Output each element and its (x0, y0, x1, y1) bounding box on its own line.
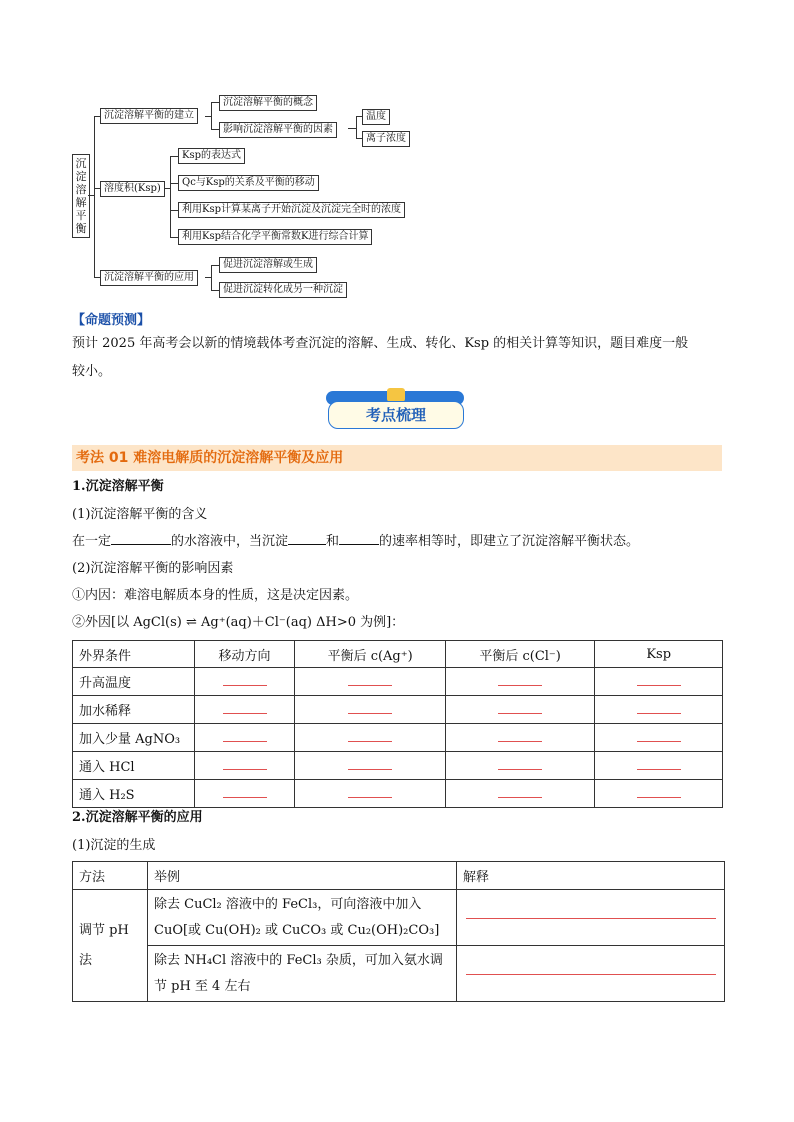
mindmap-b2-c2: Qc与Ksp的关系及平衡的移动 (178, 175, 319, 191)
mindmap-branch-1: 沉淀溶解平衡的建立 (100, 108, 198, 124)
mindmap-b3-c2: 促进沉淀转化成另一种沉淀 (219, 282, 347, 298)
s2-sub1: (1)沉淀的生成 (72, 838, 156, 853)
factor-table: 外界条件 移动方向 平衡后 c(Ag⁺) 平衡后 c(Cl⁻) Ksp 升高温度 加水稀释 加入少量 AgNO₃ 通入 HCl 通入 H₂S (72, 640, 723, 808)
s1-inner: ①内因：难溶电解质本身的性质，这是决定因素。 (72, 588, 359, 603)
precipitation-table: 方法 举例 解释 调节 pH 法 除去 CuCl₂ 溶液中的 FeCl₃，可向溶液中加入 CuO[或 Cu(OH)₂ 或 CuCO₃ 或 Cu₂(OH)₂CO₃] 除去 NH₄Cl 溶液中的 FeCl₃ 杂质，可加入氨水调节 pH 至 4 左右 (72, 861, 725, 1002)
s1-outer: ②外因[以 AgCl(s) ⇌ Ag⁺(aq)＋Cl⁻(aq) ΔH>0 为例]： (72, 615, 405, 630)
s1-definition: 在一定 的水溶液中，当沉淀 和 的速率相等时，即建立了沉淀溶解平衡状态。 (72, 529, 639, 555)
mindmap-branch-2: 溶度积(Ksp) (100, 181, 165, 197)
prediction-line-1: 预计 2025 年高考会以新的情境载体考查沉淀的溶解、生成、转化、Ksp 的相关计算等知识，题目难度一般 (72, 336, 689, 351)
section-banner (326, 391, 466, 429)
prediction-title: 【命题预测】 (72, 313, 151, 328)
section-heading: 考法 01 难溶电解质的沉淀溶解平衡及应用 (72, 445, 722, 471)
mindmap-branch-3: 沉淀溶解平衡的应用 (100, 270, 198, 286)
mindmap-b1-c2-1: 温度 (362, 109, 390, 125)
mindmap-b2-c1: Ksp的表达式 (178, 148, 245, 164)
mindmap-b2-c4: 利用Ksp结合化学平衡常数K进行综合计算 (178, 229, 372, 245)
mindmap-b1-c1: 沉淀溶解平衡的概念 (219, 95, 317, 111)
mindmap-b3-c1: 促进沉淀溶解或生成 (219, 257, 317, 273)
prediction-line-2: 较小。 (72, 364, 112, 379)
mindmap-b1-c2: 影响沉淀溶解平衡的因素 (219, 122, 337, 138)
mindmap-b2-c3: 利用Ksp计算某离子开始沉淀及沉淀完全时的浓度 (178, 202, 405, 218)
s1-sub2: (2)沉淀溶解平衡的影响因素 (72, 561, 234, 576)
banner-label: 考点梳理 (328, 401, 464, 429)
s1-title: 1.沉淀溶解平衡 (72, 479, 164, 494)
s2-title: 2.沉淀溶解平衡的应用 (72, 810, 203, 825)
mindmap-root: 沉淀溶解平衡 (72, 154, 90, 238)
s1-sub1: (1)沉淀溶解平衡的含义 (72, 507, 208, 522)
mindmap-b1-c2-2: 离子浓度 (362, 131, 410, 147)
